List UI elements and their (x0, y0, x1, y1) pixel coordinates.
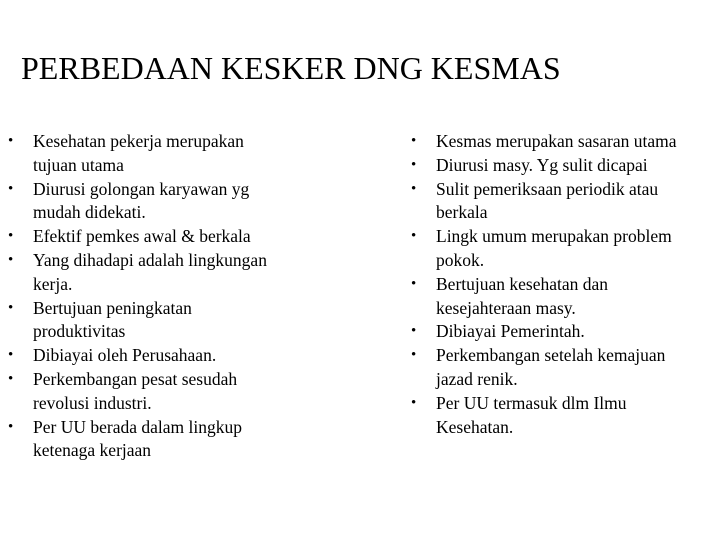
bullet-text-line: Efektif pemkes awal & berkala (33, 226, 251, 247)
bullet-text-line: mudah didekati. (33, 202, 146, 223)
right-column-item (411, 320, 719, 344)
bullet-text-line: Per UU termasuk dlm Ilmu (436, 392, 627, 413)
left-column-item (8, 178, 308, 226)
right-column-item (411, 130, 719, 154)
bullet-text-line: Perkembangan pesat sesudah (33, 368, 238, 389)
bullet-icon: • (411, 228, 417, 245)
bullet-text-line: Diurusi masy. Yg sulit dicapai (436, 154, 648, 175)
bullet-text-line: Kesmas merupakan sasaran utama (436, 131, 677, 151)
bullet-icon: • (8, 299, 14, 316)
bullet-icon: • (8, 133, 14, 149)
bullet-icon: • (8, 251, 14, 268)
right-column-item (411, 392, 719, 440)
bullet-icon: • (411, 180, 417, 197)
right-column-item (411, 154, 719, 178)
bullet-icon: • (411, 323, 417, 340)
right-column-item (411, 344, 719, 392)
bullet-text-line: kerja. (33, 273, 73, 294)
left-column-item (8, 416, 308, 464)
bullet-text-line: Perkembangan setelah kemajuan (436, 345, 666, 366)
left-column-item (8, 130, 308, 178)
bullet-icon: • (411, 133, 417, 149)
bullet-icon: • (8, 370, 14, 387)
left-column-item (8, 368, 308, 416)
bullet-text-line: berkala (436, 202, 488, 223)
bullet-text-line: revolusi industri. (33, 392, 152, 413)
bullet-icon: • (411, 156, 417, 173)
bullet-text-line: Dibiayai Pemerintah. (436, 321, 585, 342)
right-column-item (411, 178, 719, 226)
left-column-item (8, 225, 308, 249)
bullet-icon: • (411, 347, 417, 364)
bullet-text-line: Dibiayai oleh Perusahaan. (33, 345, 217, 366)
bullet-text-line: Per UU berada dalam lingkup (33, 416, 242, 437)
bullet-icon: • (8, 347, 14, 364)
bullet-text-line: Bertujuan peningkatan (33, 297, 192, 318)
bullet-icon: • (8, 418, 14, 435)
bullet-text-line: pokok. (436, 249, 485, 270)
bullet-text-line: ketenaga kerjaan (33, 440, 152, 461)
slide-title: PERBEDAAN KESKER DNG KESMAS (21, 50, 561, 86)
kesmas-bullet-list (411, 130, 719, 439)
bullet-icon: • (8, 180, 14, 197)
bullet-icon: • (8, 228, 14, 245)
bullet-text-line: kesejahteraan masy. (436, 297, 576, 318)
bullet-text-line: jazad renik. (436, 368, 518, 389)
right-column-item (411, 273, 719, 321)
left-column-item (8, 344, 308, 368)
bullet-text-line: Diurusi golongan karyawan yg (33, 178, 250, 199)
bullet-icon: • (411, 275, 417, 292)
bullet-text-line: Kesehatan. (436, 416, 514, 437)
bullet-icon: • (411, 394, 417, 411)
bullet-text-line: Yang dihadapi adalah lingkungan (33, 249, 267, 270)
left-column-item (8, 249, 308, 297)
bullet-text-line: Bertujuan kesehatan dan (436, 273, 609, 294)
bullet-text-line: Lingk umum merupakan problem (436, 226, 672, 247)
bullet-text-line: tujuan utama (33, 154, 124, 175)
bullet-text-line: produktivitas (33, 321, 126, 342)
bullet-text-line: Kesehatan pekerja merupakan (33, 131, 244, 151)
left-column-item (8, 297, 308, 345)
right-column-item (411, 225, 719, 273)
bullet-text-line: Sulit pemeriksaan periodik atau (436, 178, 659, 199)
kesker-bullet-list (8, 130, 308, 463)
